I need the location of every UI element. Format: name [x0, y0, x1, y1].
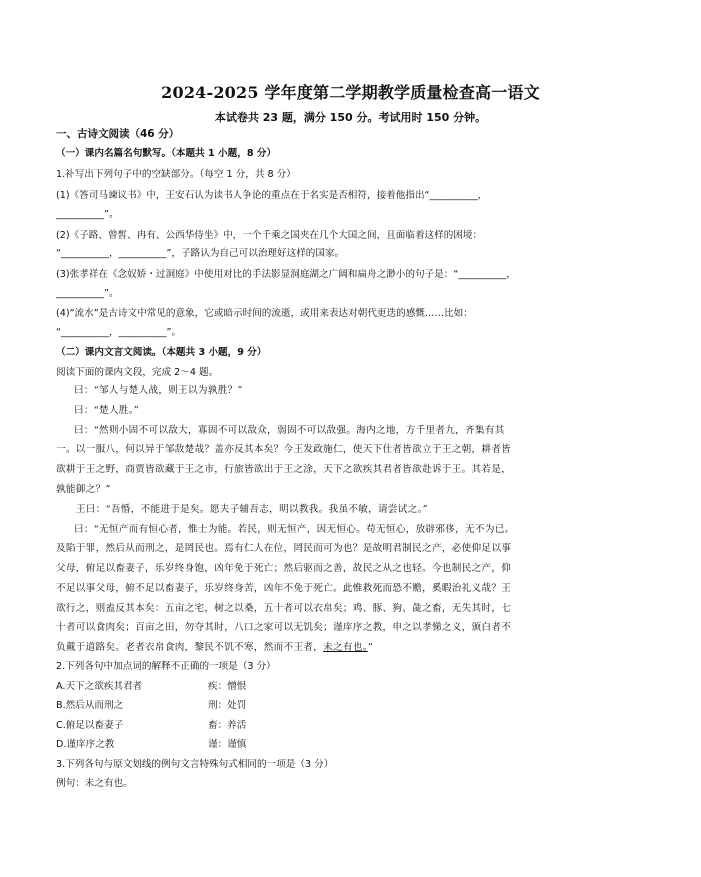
passage-line: 父母，俯足以畜妻子，乐岁终身饱，凶年免于死亡；然后驱而之善，故民之从之也轻。今也制民之产，仰: [56, 563, 512, 574]
passage-line: 十者可以食肉矣；百亩之田，勿夺其时，八口之家可以无饥矣；谨庠序之教，申之以孝悌之义，颁白者不: [56, 622, 512, 633]
part1-heading: （一）课内名篇名句默写。（本题共 1 小题，8 分）: [56, 148, 277, 159]
part2-heading: （二）课内文言文阅读。（本题共 3 小题，9 分）: [56, 347, 267, 358]
q2-option-c: C.俯足以畜妻子: [56, 720, 124, 731]
passage-line: 欲耕于王之野，商贾皆欲藏于王之市，行旅皆欲出于王之涂，天下之欲疾其君者皆欲赴诉于王。其若是，: [56, 464, 512, 475]
q2-option-a: A.天下之欲疾其君者: [56, 681, 143, 692]
q1-stem: 1.补写出下列句子中的空缺部分。（每空 1 分，共 8 分）: [56, 169, 296, 180]
passage-text: 负戴于道路矣。老者衣帛食肉，黎民不饥不寒，然而不王者，: [56, 642, 324, 653]
q2-option-d-gloss: 谨：谨慎: [208, 739, 247, 750]
section-heading: 一、古诗文阅读（46 分）: [56, 128, 180, 140]
passage-line: 王曰：“吾惛，不能进于是矣。愿夫子辅吾志，明以教我。我虽不敏，请尝试之。”: [76, 504, 428, 515]
q1-item-3-line1: (3)张孝祥在《念奴娇・过洞庭》中使用对比的手法影显洞庭湖之广阔和扁舟之渺小的句子是：“__________，: [56, 269, 516, 280]
q1-item-4-line2: “__________，__________”。: [56, 327, 182, 338]
underlined-example: 未之有也。: [323, 642, 368, 653]
passage-line: 曰：“楚人胜。”: [74, 405, 139, 416]
q1-item-3-line2: __________”。: [56, 288, 119, 299]
q2-option-c-gloss: 畜：养活: [208, 720, 247, 731]
q1-item-1-line2: __________”。: [56, 209, 119, 220]
reading-instruction: 阅读下面的课内文段，完成 2～4 题。: [56, 367, 219, 378]
passage-line: 曰：“然则小固不可以敌大，寡固不可以敌众，弱固不可以敌强。海内之地，方千里者九，齐集有其: [74, 425, 505, 436]
q2-option-a-gloss: 疾：憎恨: [208, 681, 247, 692]
page-title: 2024-2025 学年度第二学期教学质量检查高一语文: [161, 83, 540, 102]
passage-line: 曰：“无恒产而有恒心者，惟士为能。若民，则无恒产，因无恒心。苟无恒心，放辟邪侈，无不为已。: [74, 524, 515, 535]
q2-option-b-gloss: 刑：处罚: [208, 700, 247, 711]
passage-line: 曰：“邹人与楚人战，则王以为孰胜？”: [74, 385, 243, 396]
q1-item-1-line1: (1)《答司马谏议书》中，王安石认为读书人争论的重点在于名实是否相符，接着他指出“__________，: [56, 190, 488, 201]
passage-line: 及陷于罪，然后从而刑之，是罔民也。焉有仁人在位，罔民而可为也？是故明君制民之产，必使仰足以事: [56, 543, 512, 554]
passage-line: 孰能御之？”: [56, 484, 111, 495]
q2-stem: 2.下列各句中加点词的解释不正确的一项是（3 分）: [56, 661, 276, 672]
q2-option-b: B.然后从而刑之: [56, 700, 124, 711]
q3-example: 例句：未之有也。: [56, 778, 133, 789]
passage-line: 不足以事父母，俯不足以畜妻子，乐岁终身苦，凶年不免于死亡。此惟救死而恐不赡，奚暇治礼义哉？王: [56, 583, 512, 594]
q1-item-2-line2: “__________，__________”，子路认为自己可以治理好这样的国家。: [56, 248, 345, 259]
exam-info: 本试卷共 23 题，满分 150 分。考试用时 150 分钟。: [214, 111, 487, 124]
closing-quote: ”: [367, 642, 374, 653]
q2-option-d: D.谨庠序之教: [56, 739, 115, 750]
q3-stem: 3.下列各句与原文划线的例句文言特殊句式相同的一项是（3 分）: [56, 759, 334, 770]
passage-line: 一。以一服八，何以异于邹敌楚哉？盖亦反其本矣？今王发政施仁，使天下仕者皆欲立于王之朝，耕者皆: [56, 444, 512, 455]
q1-item-4-line1: (4)“流水”是古诗文中常见的意象，它或暗示时间的流逝，或用来表达对朝代更迭的感慨……比如：: [56, 308, 473, 319]
q1-item-2-line1: (2)《子路、曾皙、冉有、公西华侍坐》中，一个千乘之国夹在几个大国之间，且面临着这样的困境：: [56, 230, 483, 241]
passage-last-line: [56, 641, 650, 655]
passage-line: 欲行之，则盍反其本矣：五亩之宅，树之以桑，五十者可以衣帛矣；鸡、豚、狗、彘之畜，无失其时，七: [56, 603, 512, 614]
